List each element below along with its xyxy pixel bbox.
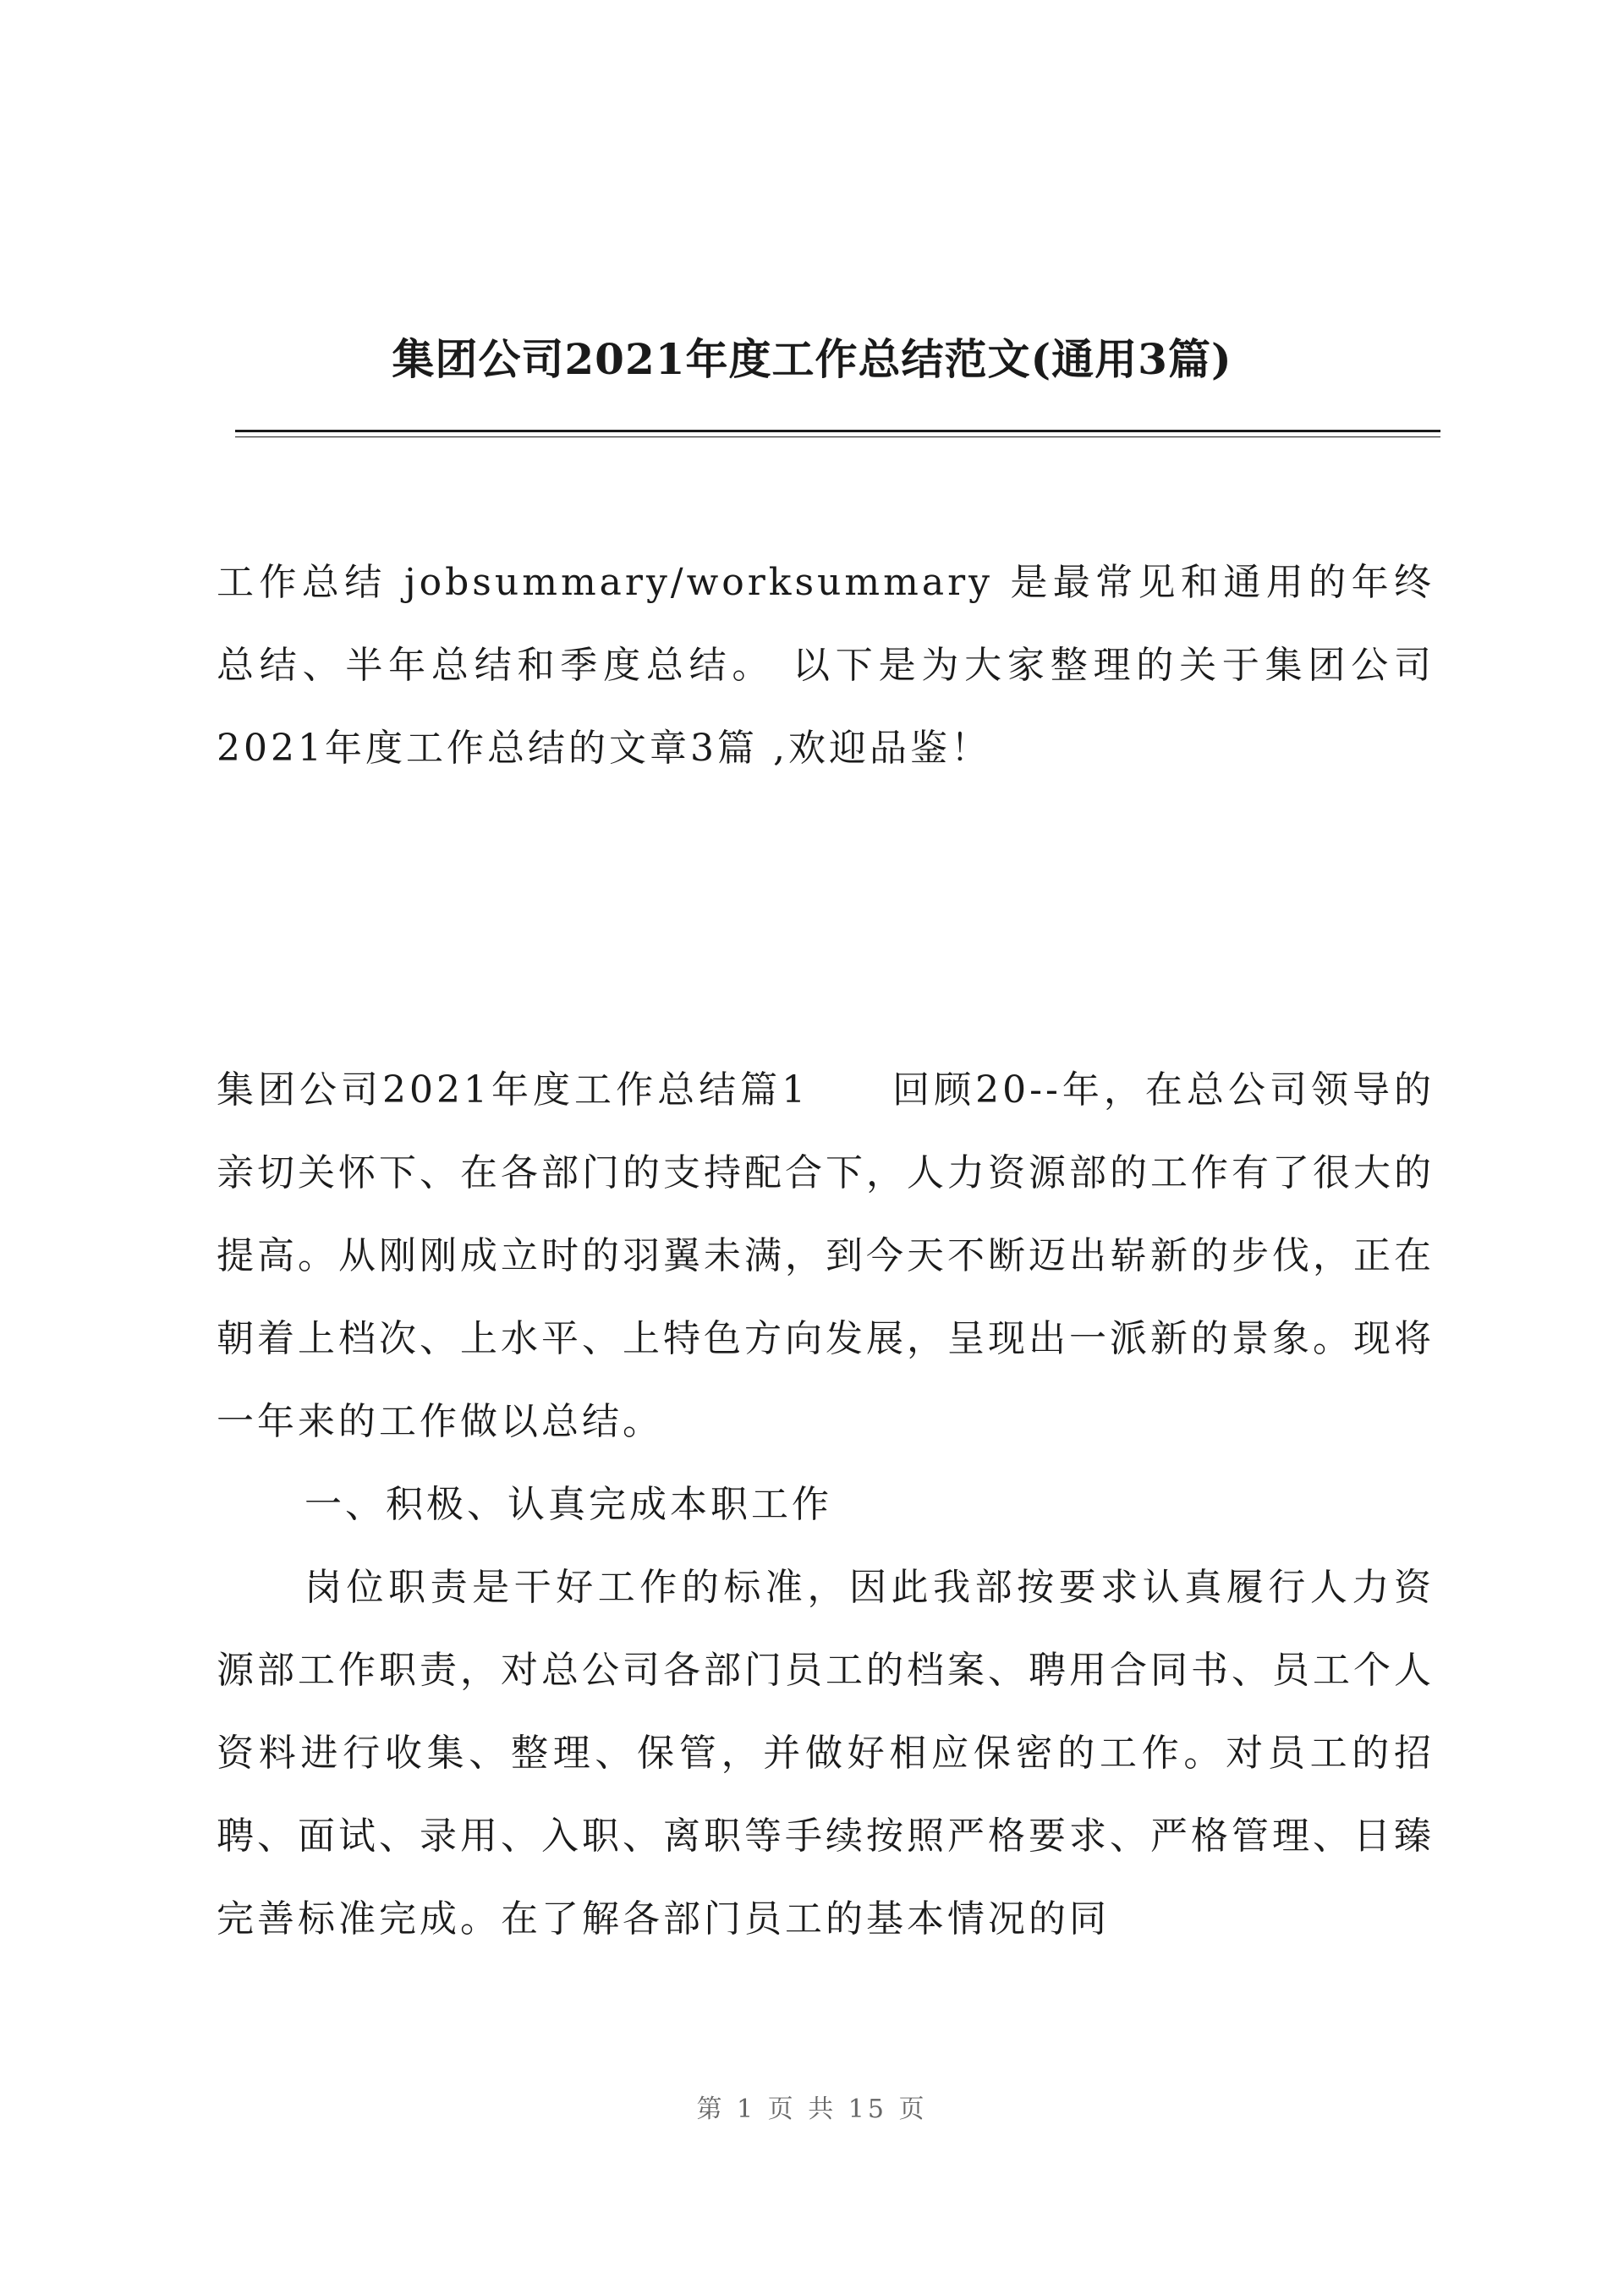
intro-paragraph: 工作总结 jobsummary/worksummary 是最常见和通用的年终总结、半年总结和季度总结。 以下是为大家整理的关于集团公司2021年度工作总结的文章3篇 ,欢迎品鉴！ [217,561,1435,770]
page-number-footer: 第 1 页 共 15 页 [696,2095,928,2124]
section-opening-paragraph: 集团公司2021年度工作总结篇1 回顾20--年，在总公司领导的亲切关怀下、在各部门的支持配合下，人力资源部的工作有了很大的提高。从刚刚成立时的羽翼未满，到今天不断迈出崭新的步伐，正在朝着上档次、上水平、上特色方向发展，呈现出一派新的景象。现将一年来的工作做以总结。 [217,1068,1435,1443]
title-divider-thick [235,430,1440,432]
body-paragraph: 岗位职责是干好工作的标准，因此我部按要求认真履行人力资源部工作职责，对总公司各部门员工的档案、聘用合同书、员工个人资料进行收集、整理、保管，并做好相应保密的工作。对员工的招聘、面试、录用、入职、离职等手续按照严格要求、严格管理、日臻完善标准完成。在了解各部门员工的基本情况的同 [217,1566,1435,1941]
title-divider-thin [235,436,1440,437]
section-heading: 一、积极、认真完成本职工作 [304,1483,832,1526]
main-section [217,1049,1435,1961]
document-title: 集团公司2021年度工作总结范文(通用3篇) [392,334,1232,384]
